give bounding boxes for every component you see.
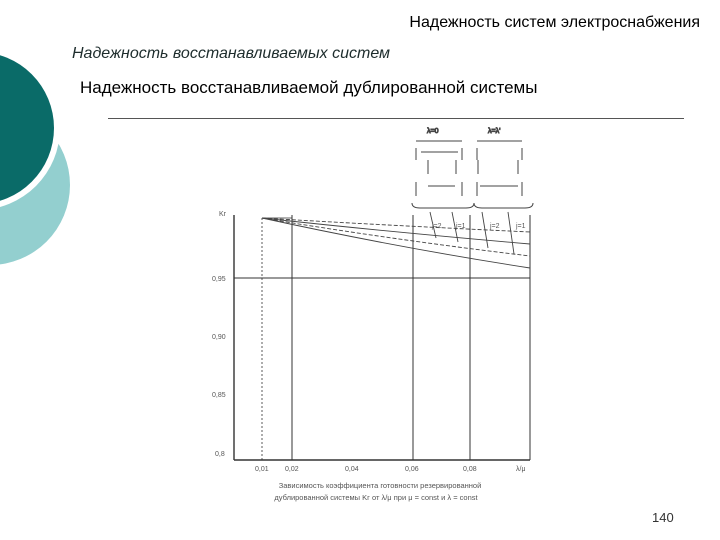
- x-tick-001: 0,01: [255, 466, 269, 473]
- x-tick-006: 0,06: [405, 466, 419, 473]
- y-axis-label: Kг: [219, 211, 227, 218]
- y-tick-095: 0,95: [212, 276, 226, 283]
- circuit-schemes: [412, 128, 533, 208]
- curve-series-2: [262, 218, 530, 244]
- x-tick-004: 0,04: [345, 466, 359, 473]
- curve-label-1: j=2: [432, 223, 442, 230]
- page-number: 140: [652, 510, 674, 525]
- header-title: Надежность систем электроснабжения: [409, 14, 700, 31]
- curve-label-4: j=1: [516, 223, 526, 230]
- chart-grid: [234, 215, 530, 460]
- curve-label-3: j=2: [490, 223, 500, 230]
- y-tick-080: 0,8: [215, 451, 225, 458]
- section-subtitle: Надежность восстанавливаемых систем: [72, 45, 391, 62]
- scheme-right-label: λ=λ': [488, 128, 501, 135]
- figure-caption-line-2: дублированной системы Kг от λ/μ при μ = const и λ = const: [274, 493, 478, 502]
- x-tick-008: 0,08: [463, 466, 477, 473]
- reliability-figure: [200, 120, 560, 515]
- curve-tick-4: [508, 212, 514, 254]
- x-axis-label: λ/μ: [516, 466, 526, 473]
- horizontal-divider: [108, 118, 684, 119]
- x-tick-002: 0,02: [285, 466, 299, 473]
- figure-caption-line-1: Зависимость коэффициента готовности резервированной: [278, 481, 482, 490]
- slide-heading: Надежность восстанавливаемой дублированной системы: [80, 78, 538, 97]
- y-tick-085: 0,85: [212, 392, 226, 399]
- curves: [262, 212, 530, 268]
- y-tick-090: 0,90: [212, 334, 226, 341]
- curve-label-2: j=1: [456, 223, 466, 230]
- decorative-circles: [0, 0, 80, 290]
- scheme-left-label: λ=0: [427, 128, 439, 135]
